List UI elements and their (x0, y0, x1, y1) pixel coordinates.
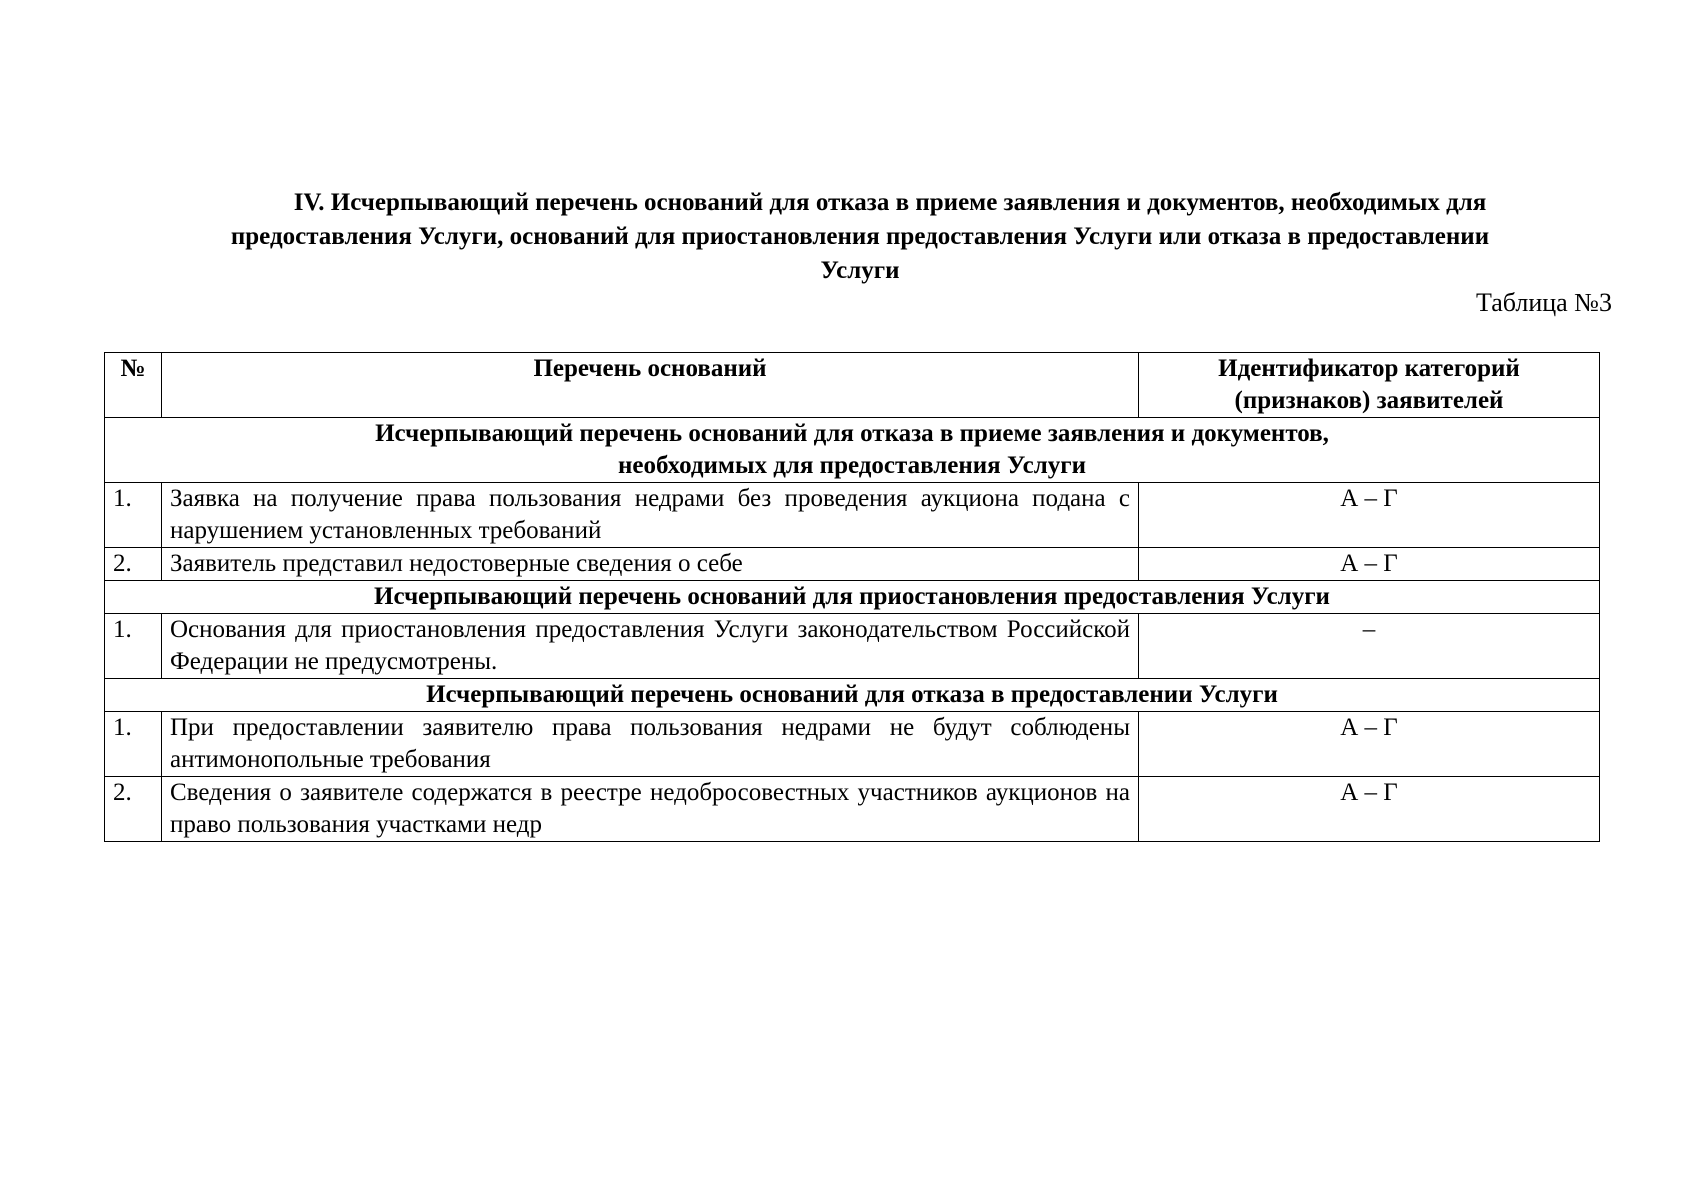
section-row (105, 679, 1600, 712)
row-category: А – Г (1139, 777, 1600, 842)
section-title (105, 418, 1600, 483)
table-row (105, 614, 1600, 679)
row-category: – (1139, 614, 1600, 679)
section-title-line-2: необходимых для предоставления Услуги (618, 452, 1086, 479)
heading-line-3: Услуги (820, 257, 900, 284)
row-text: Заявка на получение права пользования недрами без проведения аукциона подана с нарушением установленных требований (162, 483, 1139, 548)
row-text: Основания для приостановления предоставления Услуги законодательством Российской Федерации не предусмотрены. (162, 614, 1139, 679)
row-num: 1. (105, 712, 162, 777)
heading-line-1: IV. Исчерпывающий перечень оснований для отказа в приеме заявления и документов, необходимых для (293, 189, 1487, 216)
section-title-line-1: Исчерпывающий перечень оснований для отказа в предоставлении Услуги (426, 681, 1278, 708)
header-num: № (105, 353, 162, 418)
row-text: Заявитель представил недостоверные сведения о себе (162, 548, 1139, 581)
section-row (105, 581, 1600, 614)
section-heading (120, 186, 1600, 288)
header-list: Перечень оснований (162, 353, 1139, 418)
header-category-line-2: (признаков) заявителей (1234, 387, 1504, 414)
section-title-line-1: Исчерпывающий перечень оснований для приостановления предоставления Услуги (374, 583, 1330, 610)
row-category: А – Г (1139, 483, 1600, 548)
table-row (105, 483, 1600, 548)
row-num: 2. (105, 777, 162, 842)
section-title (105, 581, 1600, 614)
header-category-line-1: Идентификатор категорий (1218, 355, 1520, 382)
row-text: Сведения о заявителе содержатся в реестре недобросовестных участников аукционов на право пользования участками недр (162, 777, 1139, 842)
table-row (105, 548, 1600, 581)
section-row (105, 418, 1600, 483)
row-text: При предоставлении заявителю права пользования недрами не будут соблюдены антимонопольные требования (162, 712, 1139, 777)
heading-line-2: предоставления Услуги, оснований для приостановления предоставления Услуги или отказа в предоставлении (230, 223, 1490, 250)
table-header-row (105, 353, 1600, 418)
row-category: А – Г (1139, 712, 1600, 777)
table-row (105, 712, 1600, 777)
section-title (105, 679, 1600, 712)
row-num: 2. (105, 548, 162, 581)
row-num: 1. (105, 614, 162, 679)
row-category: А – Г (1139, 548, 1600, 581)
table-row (105, 777, 1600, 842)
grounds-table (104, 352, 1600, 842)
section-title-line-1: Исчерпывающий перечень оснований для отказа в приеме заявления и документов, (375, 420, 1329, 447)
row-num: 1. (105, 483, 162, 548)
table-label: Таблица №3 (1475, 288, 1612, 317)
header-category (1139, 353, 1600, 418)
